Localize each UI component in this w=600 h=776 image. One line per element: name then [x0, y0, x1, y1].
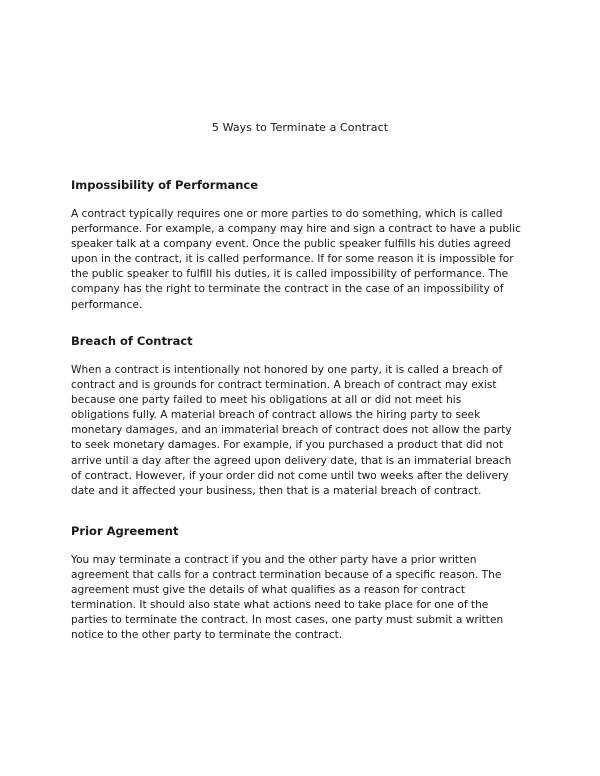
paragraph-line: agreement that calls for a contract termination because of a specific reason. The — [71, 569, 502, 582]
paragraph-line: speaker talk at a company event. Once the public speaker fulfills his duties agreed — [71, 238, 511, 251]
paragraph-line: date and it affected your business, then that is a material breach of contract. — [71, 484, 482, 497]
paragraph-line: parties to terminate the contract. In most cases, one party must submit a written — [71, 614, 504, 627]
paragraph-line: contract and is grounds for contract termination. A breach of contract may exist — [71, 379, 497, 392]
paragraph-line: monetary damages, and an immaterial breach of contract does not allow the party — [71, 424, 512, 437]
section-heading-breach: Breach of Contract — [71, 334, 193, 348]
paragraph-line: obligations fully. A material breach of contract allows the hiring party to seek — [71, 409, 481, 422]
document-title: 5 Ways to Terminate a Contract — [211, 121, 389, 134]
section-body-breach — [71, 363, 539, 499]
paragraph-line: termination. It should also state what actions need to take place for one of the — [71, 599, 489, 612]
paragraph-line: arrive until a day after the agreed upon delivery date, that is an immaterial breach — [71, 454, 512, 467]
paragraph-line: the public speaker to fulfill his duties, it is called impossibility of performance. The — [71, 268, 509, 281]
paragraph-line: agreement must give the details of what qualifies as a reason for contract — [71, 584, 466, 597]
paragraph-line: A contract typically requires one or more parties to do something, which is called — [71, 208, 503, 220]
section-heading-prior-agreement: Prior Agreement — [71, 524, 179, 538]
paragraph-line: to seek monetary damages. For example, if you purchased a product that did not — [71, 439, 504, 452]
paragraph-line: company has the right to terminate the contract in the case of an impossibility of — [71, 283, 504, 296]
section-body-prior-agreement — [71, 553, 539, 644]
paragraph-line: When a contract is intentionally not honored by one party, it is called a breach of — [71, 364, 503, 376]
paragraph-line: notice to the other party to terminate the contract. — [71, 629, 343, 642]
paragraph-line: upon in the contract, it is called performance. If for some reason it is impossible for — [71, 253, 514, 266]
paragraph-line: You may terminate a contract if you and the other party have a prior written — [71, 554, 477, 566]
paragraph-line: performance. For example, a company may hire and sign a contract to have a public — [71, 223, 521, 236]
paragraph-line: of contract. However, if your order did not come until two weeks after the delivery — [71, 469, 509, 482]
paragraph-line: performance. — [71, 298, 143, 311]
section-body-impossibility — [71, 207, 539, 313]
paragraph-line: because one party failed to meet his obligations at all or did not meet his — [71, 394, 462, 407]
section-heading-impossibility: Impossibility of Performance — [71, 178, 259, 192]
